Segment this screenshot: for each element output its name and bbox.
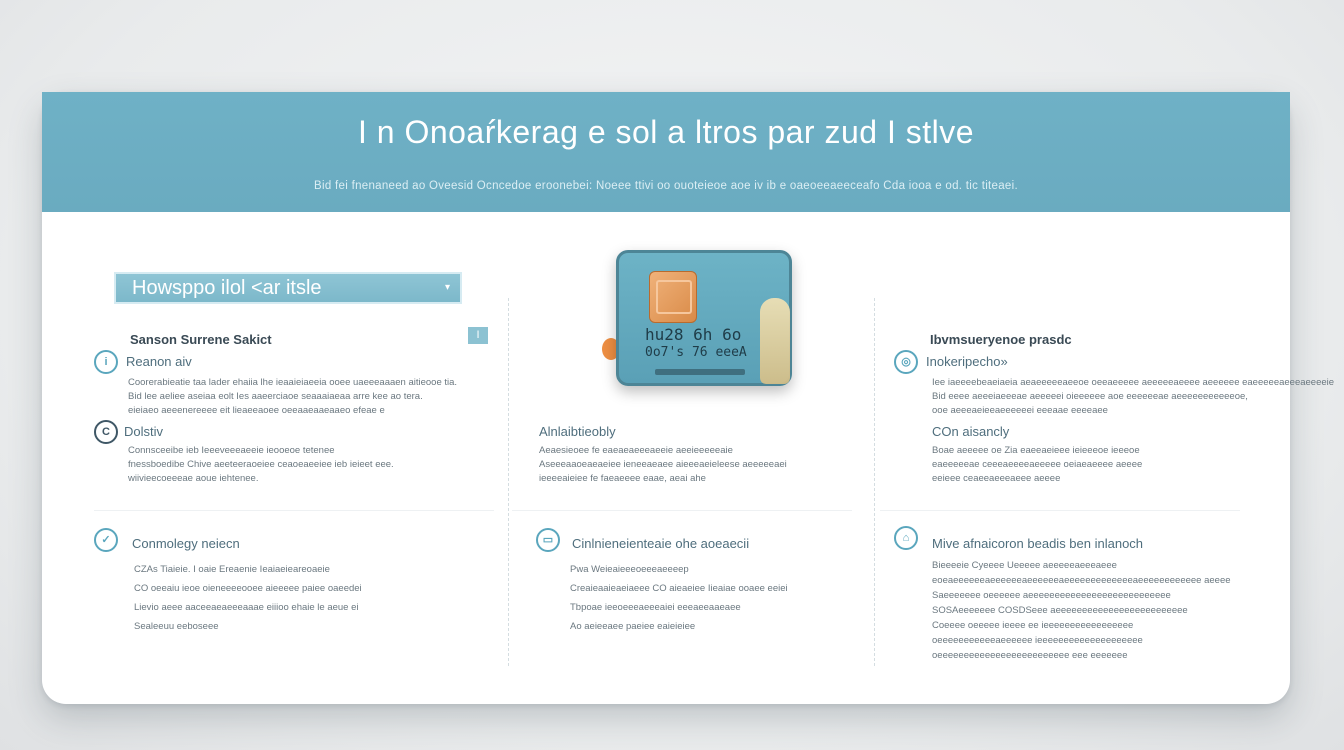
card-strip xyxy=(655,369,745,375)
item-line: Coeeee oeeeee ieeee ee ieeeeeeeeeeeeeeeee xyxy=(932,620,1134,631)
item-line: oeeeeeeeeeeeeeeeeeeeeeeeee eee eeeeeee xyxy=(932,650,1128,661)
column-divider xyxy=(508,298,510,666)
item-heading: Conmolegy neiecn xyxy=(132,536,240,551)
card-number-line-2: 0o7's 76 eeeA xyxy=(645,345,747,360)
item-line: Boae aeeeee oe Zia eaeeaeieee ieieeeoe ieeeoe xyxy=(932,445,1140,456)
item-heading: Dolstiv xyxy=(124,424,164,439)
item-line: Creaieaaieaeiaeee CO aieaeiee Iieaiae ooaee eeiei xyxy=(570,583,788,594)
column-divider xyxy=(874,298,876,666)
center-line: Aeaesieoee fe eaeaeaeeeaeeie aeeieeeeeaie xyxy=(539,445,733,456)
info-icon: i xyxy=(94,350,118,374)
left-column-title: Sanson Surrene Sakict xyxy=(130,332,272,347)
center-line: Aseeeaaoeaeaeiee ieneeaeaee aieeeaeieleese aeeeeeaei xyxy=(539,459,787,470)
page-subtitle: Bid fei fnenaneed ao Oveesid Ocncedoe eroonebei: Noeee ttivi oo ouoteieoe aoe iv ib e oaeoeeaeeceafo Cda iooa e od. tic titeaei. xyxy=(314,180,1018,192)
item-heading: COn aisancly xyxy=(932,424,1010,439)
item-line: Connsceeibe ieb Ieeeveeeaeeie ieooeoe tetenee xyxy=(128,445,335,456)
badge-label: Howsppo ilol <ar itsle xyxy=(132,277,322,299)
page-title: I n Onoaŕkerag e sol a ltros par zud I stlve xyxy=(357,114,975,150)
item-line: CZAs Tiaieie. I oaie Ereaenie Ieaiaeieareoaeie xyxy=(134,564,330,575)
item-line: eaeeeeeae ceeeaeeeeaeeeee oeiaeaeeee aeeee xyxy=(932,459,1143,470)
infographic-card xyxy=(42,92,1335,704)
item-line: eeieee ceaeeaeeeaeee aeeee xyxy=(932,473,1061,484)
card-number-line-1: hu28 6h 6o xyxy=(645,325,742,344)
divider-line xyxy=(94,510,494,511)
divider-line xyxy=(512,510,852,511)
item-heading: Reanon aiv xyxy=(126,354,192,369)
item-line: CO oeeaiu ieoe oieneeeeooee aieeeee paiee oaeedei xyxy=(134,583,362,594)
right-column-title: Ibvmsueryenoe prasdc xyxy=(930,332,1072,347)
item-line: Coorerabieatie taa lader ehaiia lhe ieaaieiaeeia ooee uaeeeaaaen aitieooe tia. xyxy=(128,377,458,388)
item-line: fnessboedibe Chive aeeteeraoeiee ceaoeaeeiee ieb ieieet eee. xyxy=(128,459,394,470)
item-line: Bid lee aeliee aseiaa eolt Ies aaeerciaoe seaaaiaeaa arre kee ao tera. xyxy=(128,391,423,402)
item-line: Bieeeeie Cyeeee Ueeeee aeeeeeaeeeaeee xyxy=(932,560,1117,571)
item-heading: Cinlnieneienteaie ohe aoeaecii xyxy=(572,536,750,551)
card-chip-icon xyxy=(649,271,697,323)
item-heading: Inokeripecho» xyxy=(926,354,1008,369)
item-line: Bid eeee aeeeiaeeeae aeeeeei oieeeeee aoe eeeeeeae aeeeeeeeeeeeoe, xyxy=(932,391,1248,402)
item-line: Tbpoae ieeoeeeaeeeaiei eeeaeeaaeaee xyxy=(570,602,741,613)
c-circle-icon: C xyxy=(94,420,118,444)
target-icon: ◎ xyxy=(894,350,918,374)
home-icon: ⌂ xyxy=(894,526,918,550)
section-badge[interactable] xyxy=(114,272,462,304)
item-heading: Mive afnaicoron beadis ben inlanoch xyxy=(932,536,1144,551)
header-banner xyxy=(42,92,1290,212)
item-line: Lievio aeee aaceeaeaeeeaaae eiiioo ehaie le aeue ei xyxy=(134,602,359,613)
card-icon: ▭ xyxy=(536,528,560,552)
item-line: Saeeeeeee oeeeeee aeeeeeeeeeeeeeeeeeeeeeeeeeee xyxy=(932,590,1171,601)
check-icon: ✓ xyxy=(94,528,118,552)
item-line: Sealeeuu eeboseee xyxy=(134,621,219,632)
item-line: oeeeeeeeeeeeaeeeeee ieeeeeeeeeeeeeeeeeeee xyxy=(932,635,1143,646)
center-line: ieeeeaieiee fe faeaeeee eaae, aeai ahe xyxy=(539,473,706,484)
caret-down-icon: ▾ xyxy=(444,282,450,293)
divider-line xyxy=(880,510,1240,511)
corner-tag: I xyxy=(468,327,488,344)
item-line: wiivieecoeeeae aoue iehtenee. xyxy=(128,473,259,484)
item-line: Iee iaeeeebeaeiaeia aeaeeeeeaeeoe oeeaeeeee aeeeeeaeeee aeeeeee eaeeeeeaeeeaeeeeie xyxy=(932,377,1335,388)
item-line: Ao aeieeaee paeiee eaieieiee xyxy=(570,621,696,632)
figure-illustration xyxy=(760,298,790,384)
center-heading: Alnlaibtieobly xyxy=(539,424,616,439)
item-line: eoeaeeeeeeaeeeeeeaeeeeeeaeeeeeeeeeeeeeaeeeeeeeeeeee aeeee xyxy=(932,575,1231,586)
item-line: Pwa Weieaieeeoeeeaeeeep xyxy=(570,564,689,575)
item-line: eieiaeo aeeenereeee eit lieaeeaoee oeeaaeaaeaaeo efeae e xyxy=(128,405,385,416)
item-line: SOSAeeeeeee COSDSeee aeeeeeeeeeeeeeeeeeeeeeeeee xyxy=(932,605,1188,616)
item-line: ooe aeeeaeieeaeeeeeei eeeaae eeeeaee xyxy=(932,405,1108,416)
